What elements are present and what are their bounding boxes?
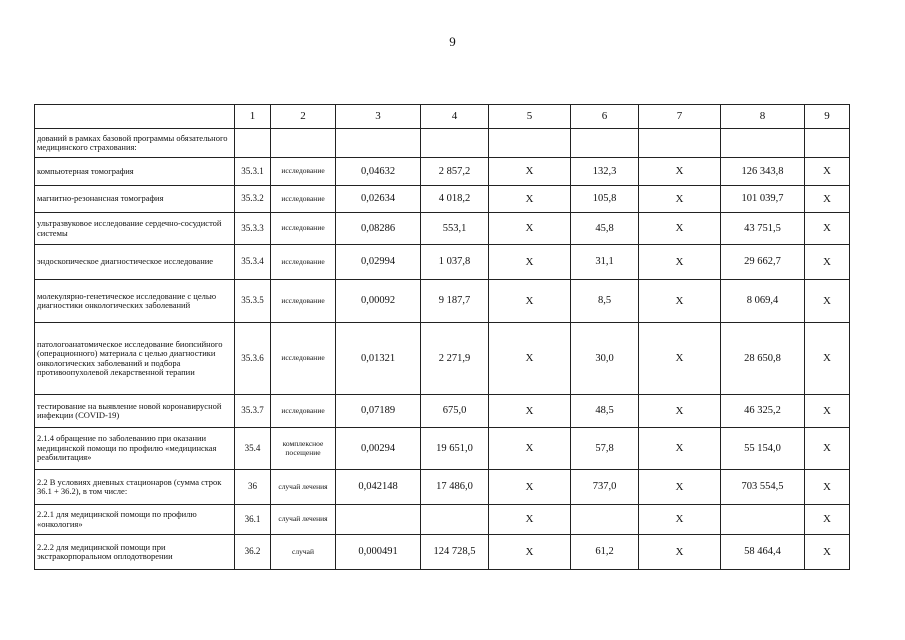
cell-col-3: 0,00092 — [336, 280, 421, 323]
row-description: тестирование на выявление новой коронавирусной инфекции (COVID-19) — [35, 395, 235, 428]
cell-col-9: X — [805, 470, 850, 505]
table-row — [35, 323, 850, 395]
cell-col-9: X — [805, 535, 850, 570]
cell-col-5: X — [489, 535, 571, 570]
cell-col-5: X — [489, 395, 571, 428]
cell-col-9: X — [805, 158, 850, 186]
cell-col-3 — [336, 129, 421, 158]
cell-col-9: X — [805, 323, 850, 395]
table-row — [35, 186, 850, 213]
cell-col-8: 126 343,8 — [721, 158, 805, 186]
header-cell — [35, 105, 235, 129]
row-code: 35.3.6 — [235, 323, 271, 395]
cell-col-3: 0,02994 — [336, 245, 421, 280]
cell-col-7: X — [639, 186, 721, 213]
row-unit: случай лечения — [271, 470, 336, 505]
cell-col-3: 0,02634 — [336, 186, 421, 213]
cell-col-5: X — [489, 323, 571, 395]
row-unit: исследование — [271, 213, 336, 245]
header-cell: 7 — [639, 105, 721, 129]
cell-col-8: 58 464,4 — [721, 535, 805, 570]
table-row — [35, 280, 850, 323]
cell-col-3: 0,04632 — [336, 158, 421, 186]
table-row — [35, 129, 850, 158]
cell-col-7: X — [639, 428, 721, 470]
row-description: дований в рамках базовой программы обязательного медицинского страхования: — [35, 129, 235, 158]
cell-col-6 — [571, 129, 639, 158]
row-code: 35.3.2 — [235, 186, 271, 213]
cell-col-6: 61,2 — [571, 535, 639, 570]
row-unit: исследование — [271, 186, 336, 213]
cell-col-3: 0,01321 — [336, 323, 421, 395]
table-row — [35, 470, 850, 505]
header-cell: 8 — [721, 105, 805, 129]
cell-col-8: 55 154,0 — [721, 428, 805, 470]
cell-col-7: X — [639, 245, 721, 280]
header-cell: 1 — [235, 105, 271, 129]
row-description: 2.1.4 обращение по заболеванию при оказании медицинской помощи по профилю «медицинская реабилитация» — [35, 428, 235, 470]
cell-col-4 — [421, 505, 489, 535]
cell-col-8: 43 751,5 — [721, 213, 805, 245]
row-description: ультразвуковое исследование сердечно-сосудистой системы — [35, 213, 235, 245]
row-unit: комплексное посещение — [271, 428, 336, 470]
row-code: 35.3.7 — [235, 395, 271, 428]
header-cell: 9 — [805, 105, 850, 129]
cell-col-7: X — [639, 535, 721, 570]
row-code: 36 — [235, 470, 271, 505]
row-code: 35.4 — [235, 428, 271, 470]
cell-col-4: 9 187,7 — [421, 280, 489, 323]
cell-col-4: 675,0 — [421, 395, 489, 428]
cell-col-6 — [571, 505, 639, 535]
row-description: 2.2 В условиях дневных стационаров (сумма строк 36.1 + 36.2), в том числе: — [35, 470, 235, 505]
row-description: компьютерная томография — [35, 158, 235, 186]
cell-col-8 — [721, 505, 805, 535]
cell-col-4: 19 651,0 — [421, 428, 489, 470]
cell-col-7: X — [639, 505, 721, 535]
row-code: 36.2 — [235, 535, 271, 570]
cell-col-5: X — [489, 280, 571, 323]
cell-col-7: X — [639, 213, 721, 245]
cell-col-4: 1 037,8 — [421, 245, 489, 280]
row-unit: исследование — [271, 280, 336, 323]
row-unit: исследование — [271, 245, 336, 280]
row-code: 35.3.5 — [235, 280, 271, 323]
cell-col-4: 2 857,2 — [421, 158, 489, 186]
cell-col-7 — [639, 129, 721, 158]
cell-col-5: X — [489, 186, 571, 213]
cell-col-7: X — [639, 395, 721, 428]
cell-col-7: X — [639, 470, 721, 505]
page-number: 9 — [449, 34, 456, 49]
header-cell: 3 — [336, 105, 421, 129]
cell-col-6: 737,0 — [571, 470, 639, 505]
header-cell: 2 — [271, 105, 336, 129]
cell-col-3: 0,000491 — [336, 535, 421, 570]
row-unit: исследование — [271, 158, 336, 186]
row-description: эндоскопическое диагностическое исследование — [35, 245, 235, 280]
row-description: 2.2.2 для медицинской помощи при экстракорпоральном оплодотворении — [35, 535, 235, 570]
row-code: 35.3.4 — [235, 245, 271, 280]
cell-col-8: 703 554,5 — [721, 470, 805, 505]
cell-col-8: 46 325,2 — [721, 395, 805, 428]
table-row — [35, 245, 850, 280]
cell-col-6: 57,8 — [571, 428, 639, 470]
table-row — [35, 505, 850, 535]
header-cell: 4 — [421, 105, 489, 129]
row-unit — [271, 129, 336, 158]
cell-col-4: 17 486,0 — [421, 470, 489, 505]
cell-col-6: 45,8 — [571, 213, 639, 245]
cell-col-7: X — [639, 323, 721, 395]
cell-col-4 — [421, 129, 489, 158]
row-unit: случай — [271, 535, 336, 570]
cell-col-3: 0,07189 — [336, 395, 421, 428]
row-code: 35.3.1 — [235, 158, 271, 186]
row-description: молекулярно-генетическое исследование с целью диагностики онкологических заболеваний — [35, 280, 235, 323]
cell-col-4: 124 728,5 — [421, 535, 489, 570]
cell-col-6: 8,5 — [571, 280, 639, 323]
cell-col-9: X — [805, 213, 850, 245]
cell-col-6: 31,1 — [571, 245, 639, 280]
cell-col-9: X — [805, 395, 850, 428]
cell-col-8: 101 039,7 — [721, 186, 805, 213]
cell-col-3 — [336, 505, 421, 535]
cell-col-5 — [489, 129, 571, 158]
table-row — [35, 213, 850, 245]
cell-col-7: X — [639, 280, 721, 323]
cell-col-9: X — [805, 280, 850, 323]
cell-col-9 — [805, 129, 850, 158]
cell-col-5: X — [489, 505, 571, 535]
cell-col-6: 48,5 — [571, 395, 639, 428]
table-header-row — [35, 105, 850, 129]
header-cell: 5 — [489, 105, 571, 129]
row-code: 35.3.3 — [235, 213, 271, 245]
cell-col-5: X — [489, 158, 571, 186]
cell-col-5: X — [489, 245, 571, 280]
row-description: патологоанатомическое исследование биопсийного (операционного) материала с целью диагностики онкологических заболеваний и подбора противоопухолевой лекарственной терапии — [35, 323, 235, 395]
cell-col-6: 105,8 — [571, 186, 639, 213]
cell-col-7: X — [639, 158, 721, 186]
cell-col-6: 30,0 — [571, 323, 639, 395]
row-unit: случай лечения — [271, 505, 336, 535]
cell-col-9: X — [805, 245, 850, 280]
header-cell: 6 — [571, 105, 639, 129]
cell-col-3: 0,00294 — [336, 428, 421, 470]
cell-col-9: X — [805, 428, 850, 470]
cell-col-9: X — [805, 186, 850, 213]
table-row — [35, 428, 850, 470]
cell-col-8: 29 662,7 — [721, 245, 805, 280]
cell-col-8: 8 069,4 — [721, 280, 805, 323]
row-description: магнитно-резонансная томография — [35, 186, 235, 213]
cell-col-3: 0,08286 — [336, 213, 421, 245]
row-description: 2.2.1 для медицинской помощи по профилю «онкология» — [35, 505, 235, 535]
cell-col-4: 2 271,9 — [421, 323, 489, 395]
cell-col-5: X — [489, 470, 571, 505]
row-code — [235, 129, 271, 158]
cell-col-3: 0,042148 — [336, 470, 421, 505]
row-unit: исследование — [271, 323, 336, 395]
cell-col-4: 553,1 — [421, 213, 489, 245]
table-row — [35, 535, 850, 570]
cell-col-4: 4 018,2 — [421, 186, 489, 213]
table-row — [35, 158, 850, 186]
row-unit: исследование — [271, 395, 336, 428]
cell-col-8 — [721, 129, 805, 158]
cell-col-6: 132,3 — [571, 158, 639, 186]
tariff-table — [34, 104, 850, 570]
row-code: 36.1 — [235, 505, 271, 535]
table-row — [35, 395, 850, 428]
cell-col-8: 28 650,8 — [721, 323, 805, 395]
cell-col-5: X — [489, 428, 571, 470]
cell-col-9: X — [805, 505, 850, 535]
cell-col-5: X — [489, 213, 571, 245]
